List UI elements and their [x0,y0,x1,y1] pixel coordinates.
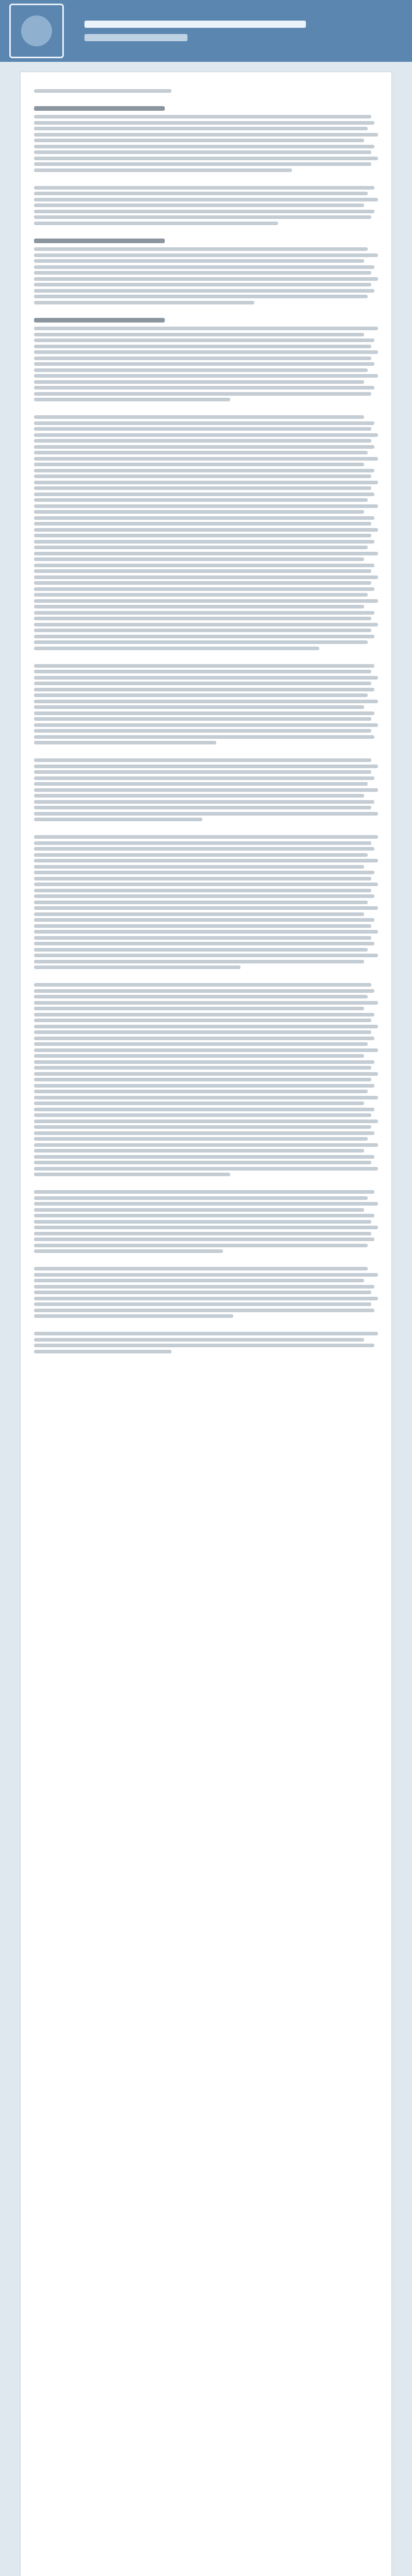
text-line-placeholder [34,1190,374,1194]
text-line-placeholder [34,198,378,201]
post-paragraph [34,1265,378,1320]
text-line-placeholder [34,723,378,727]
text-line-placeholder [34,380,364,384]
text-line-placeholder [34,1167,378,1171]
text-line-placeholder [34,557,364,561]
text-line-placeholder [34,1019,371,1022]
text-line-placeholder [34,504,378,508]
text-line-placeholder [34,853,368,857]
text-line-placeholder [34,735,374,739]
text-line-placeholder [34,1108,374,1111]
text-line-placeholder [34,386,374,389]
text-line-placeholder [34,1249,223,1253]
text-line-placeholder [34,1244,368,1247]
text-line-placeholder [34,1037,374,1040]
text-line-placeholder [34,647,319,650]
text-line-placeholder [34,711,374,715]
section-heading-placeholder [34,239,165,243]
title-placeholder [84,21,306,28]
text-line-placeholder [34,121,374,125]
text-line-placeholder [34,1090,368,1093]
post-paragraph [34,236,378,307]
text-line-placeholder [34,794,364,798]
text-line-placeholder [34,1297,378,1300]
text-line-placeholder [34,1267,368,1270]
text-line-placeholder [34,782,368,786]
logo-mark [21,15,52,46]
text-line-placeholder [34,1291,371,1294]
text-line-placeholder [34,906,378,910]
text-line-placeholder [34,486,371,490]
text-line-placeholder [34,930,378,934]
text-line-placeholder [34,457,378,461]
text-line-placeholder [34,1220,371,1224]
post-paragraph [34,183,378,227]
text-line-placeholder [34,1285,374,1289]
text-line-placeholder [34,1202,378,1206]
text-line-placeholder [34,611,374,615]
text-line-placeholder [34,1137,368,1141]
text-line-placeholder [34,1120,378,1123]
text-line-placeholder [34,283,371,286]
text-line-placeholder [34,599,378,603]
text-line-placeholder [34,338,374,342]
text-line-placeholder [34,1125,371,1129]
post-paragraph [34,1330,378,1356]
text-line-placeholder [34,901,368,904]
post-paragraph [34,981,378,1179]
text-line-placeholder [34,841,371,845]
text-line-placeholder [34,481,378,484]
text-line-placeholder [34,1149,364,1153]
text-line-placeholder [34,222,278,225]
text-line-placeholder [34,889,371,892]
text-line-placeholder [34,776,374,780]
text-line-placeholder [34,682,371,685]
text-line-placeholder [34,357,371,360]
text-line-placeholder [34,215,371,219]
text-line-placeholder [34,1314,233,1318]
text-line-placeholder [34,139,364,142]
text-line-placeholder [34,1309,374,1312]
post-paragraph [34,833,378,972]
text-line-placeholder [34,835,378,839]
post-paragraph [34,756,378,824]
text-line-placeholder [34,150,371,154]
text-line-placeholder [34,1042,368,1046]
text-line-placeholder [34,333,364,336]
text-line-placeholder [34,587,374,591]
text-line-placeholder [34,528,378,532]
text-line-placeholder [34,398,230,401]
text-line-placeholder [34,493,374,496]
text-line-placeholder [34,421,374,425]
text-line-placeholder [34,617,371,620]
text-line-placeholder [34,1332,378,1335]
text-line-placeholder [34,1208,364,1212]
text-line-placeholder [34,877,371,880]
text-line-placeholder [34,498,368,502]
text-line-placeholder [34,259,364,263]
text-line-placeholder [34,133,378,137]
text-line-placeholder [34,983,371,987]
page-header [0,0,412,62]
text-line-placeholder [34,924,371,928]
text-line-placeholder [34,688,374,691]
post-paragraph [34,316,378,404]
text-line-placeholder [34,186,374,190]
text-line-placeholder [34,1025,378,1028]
text-line-placeholder [34,1054,364,1058]
text-line-placeholder [34,640,368,644]
text-line-placeholder [34,664,374,668]
text-line-placeholder [34,1226,378,1229]
text-line-placeholder [34,192,368,195]
text-line-placeholder [34,741,216,744]
text-line-placeholder [34,1084,374,1088]
text-line-placeholder [34,1344,374,1347]
post-paragraph [34,662,378,747]
text-line-placeholder [34,729,371,733]
text-line-placeholder [34,1030,371,1034]
text-line-placeholder [34,1173,230,1176]
text-line-placeholder [34,871,374,874]
text-line-placeholder [34,676,378,680]
text-line-placeholder [34,265,374,269]
text-line-placeholder [34,818,202,821]
text-line-placeholder [34,1155,374,1159]
text-line-placeholder [34,1066,371,1070]
text-line-placeholder [34,1001,378,1005]
post-paragraph [34,104,378,174]
gl-alliance-logo [9,4,64,58]
page-title [84,21,306,41]
text-line-placeholder [34,765,378,768]
text-line-placeholder [34,581,371,585]
text-line-placeholder [34,942,374,945]
text-line-placeholder [34,859,378,862]
text-line-placeholder [34,439,371,443]
text-line-placeholder [34,540,374,544]
text-line-placeholder [34,415,364,419]
text-line-placeholder [34,271,371,275]
text-line-placeholder [34,575,378,579]
text-line-placeholder [34,516,374,520]
text-line-placeholder [34,717,371,721]
text-line-placeholder [34,800,374,804]
text-line-placeholder [34,374,378,378]
post-body [34,87,378,1365]
text-line-placeholder [34,253,378,257]
text-line-placeholder [34,301,254,304]
text-line-placeholder [34,162,371,166]
text-line-placeholder [34,350,378,354]
text-line-placeholder [34,564,374,567]
text-line-placeholder [34,522,371,526]
text-line-placeholder [34,469,374,472]
text-line-placeholder [34,145,374,148]
text-line-placeholder [34,362,374,366]
text-line-placeholder [34,1143,378,1147]
post-paragraph [34,413,378,653]
text-line-placeholder [34,1279,364,1282]
text-line-placeholder [34,705,364,709]
text-line-placeholder [34,865,364,869]
text-line-placeholder [34,327,378,330]
text-line-placeholder [34,758,371,762]
text-line-placeholder [34,629,371,632]
text-line-placeholder [34,1350,171,1353]
text-line-placeholder [34,546,368,549]
text-line-placeholder [34,1273,378,1277]
text-line-placeholder [34,670,371,673]
text-line-placeholder [34,1302,371,1306]
text-line-placeholder [34,1072,378,1076]
text-line-placeholder [34,127,368,130]
text-line-placeholder [34,989,374,993]
post-paragraph [34,87,378,95]
text-line-placeholder [34,1161,371,1164]
post-content [21,72,391,2576]
text-line-placeholder [34,847,374,851]
text-line-placeholder [34,948,368,952]
text-line-placeholder [34,510,364,514]
text-line-placeholder [34,463,364,466]
text-line-placeholder [34,812,378,816]
text-line-placeholder [34,427,371,431]
text-line-placeholder [34,289,374,293]
text-line-placeholder [34,345,371,348]
text-line-placeholder [34,918,374,922]
text-line-placeholder [34,89,171,93]
section-heading-placeholder [34,106,165,111]
text-line-placeholder [34,1238,374,1241]
text-line-placeholder [34,433,378,437]
text-line-placeholder [34,1214,374,1217]
section-heading-placeholder [34,318,165,323]
text-line-placeholder [34,368,368,372]
post-paragraph [34,1188,378,1256]
text-line-placeholder [34,210,374,213]
text-line-placeholder [34,157,378,160]
text-line-placeholder [34,569,371,573]
text-line-placeholder [34,635,374,638]
text-line-placeholder [34,552,378,555]
text-line-placeholder [34,295,368,298]
text-line-placeholder [34,1060,374,1064]
text-line-placeholder [34,912,364,916]
text-line-placeholder [34,1131,374,1135]
text-line-placeholder [34,168,292,172]
text-line-placeholder [34,1232,371,1235]
text-line-placeholder [34,693,368,697]
text-line-placeholder [34,277,378,281]
text-line-placeholder [34,445,374,449]
text-line-placeholder [34,1101,364,1105]
text-line-placeholder [34,534,371,537]
text-line-placeholder [34,247,368,251]
text-line-placeholder [34,965,241,969]
text-line-placeholder [34,1048,378,1052]
text-line-placeholder [34,806,371,809]
subtitle-placeholder [84,34,187,41]
text-line-placeholder [34,1196,368,1200]
text-line-placeholder [34,954,378,957]
text-line-placeholder [34,593,368,597]
text-line-placeholder [34,883,378,886]
text-line-placeholder [34,115,371,118]
text-line-placeholder [34,605,364,608]
text-line-placeholder [34,770,371,774]
text-line-placeholder [34,1113,371,1117]
text-line-placeholder [34,995,368,998]
text-line-placeholder [34,1078,371,1081]
text-line-placeholder [34,700,378,703]
text-line-placeholder [34,392,371,396]
text-line-placeholder [34,936,371,940]
text-line-placeholder [34,1007,364,1010]
text-line-placeholder [34,1013,374,1016]
text-line-placeholder [34,894,374,898]
text-line-placeholder [34,1096,378,1099]
text-line-placeholder [34,451,368,454]
text-line-placeholder [34,1338,364,1342]
text-line-placeholder [34,623,378,626]
text-line-placeholder [34,788,378,792]
text-line-placeholder [34,204,364,207]
text-line-placeholder [34,474,371,478]
text-line-placeholder [34,960,364,963]
